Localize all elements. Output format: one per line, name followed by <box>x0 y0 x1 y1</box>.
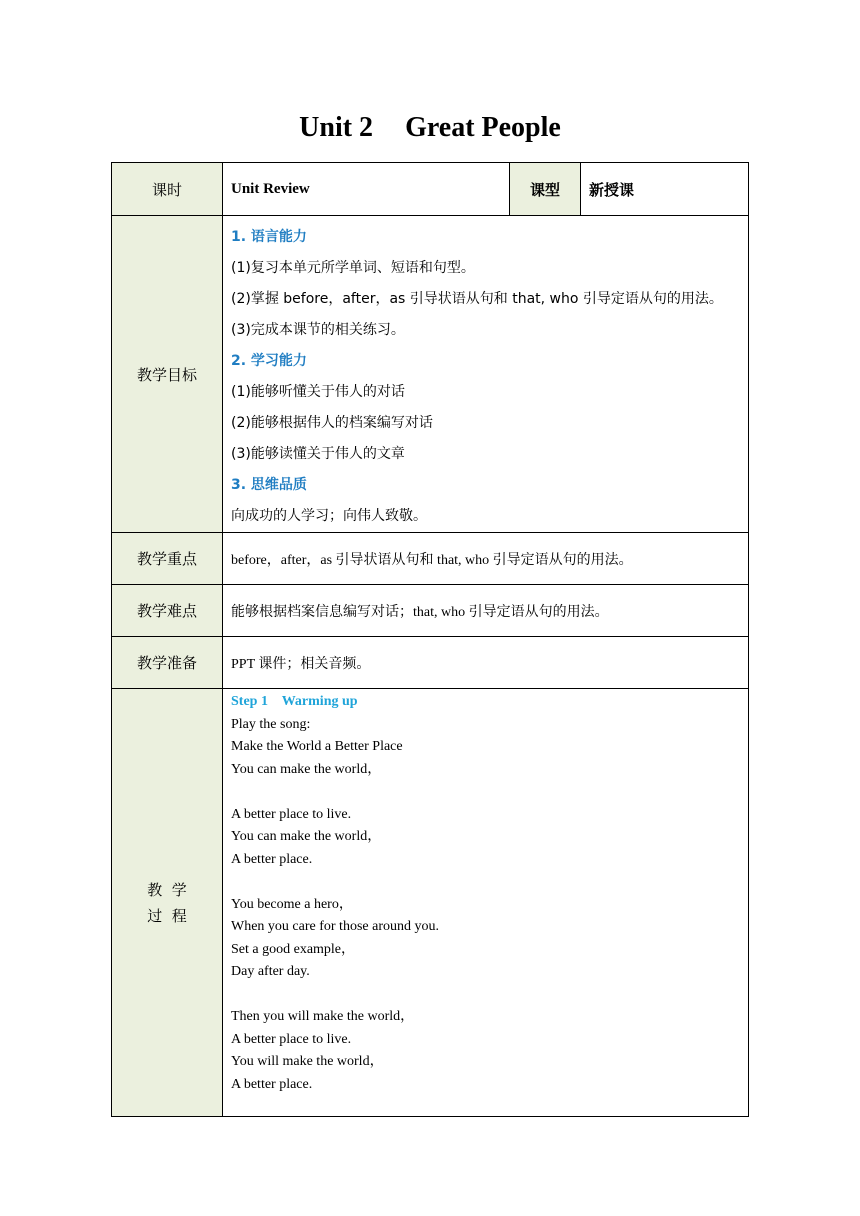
process-line: You become a hero， <box>231 896 353 912</box>
lesson-value: Unit Review <box>223 163 510 216</box>
row-lesson <box>112 163 749 216</box>
goal-item: (1)能够听懂关于伟人的对话 <box>231 384 405 400</box>
process-line: Set a good example， <box>231 941 356 957</box>
goal-heading: 1. 语言能力 <box>231 229 307 245</box>
key-points-value: before，after，as 引导状语从句和 that, who 引导定语从句的用法。 <box>223 533 749 585</box>
process-line: Day after day. <box>231 964 310 979</box>
process-line <box>231 984 748 1007</box>
row-process <box>112 689 749 1117</box>
row-goals <box>112 216 749 533</box>
lesson-plan-table <box>111 162 749 1117</box>
process-line: You can make the world， <box>231 829 382 844</box>
lesson-label: 课时 <box>112 163 223 216</box>
row-preparation <box>112 637 749 689</box>
process-line: A better place. <box>231 851 313 867</box>
goals-label: 教学目标 <box>112 216 223 533</box>
process-line: A better place to live. <box>231 806 352 822</box>
process-line: You will make the world， <box>231 1054 384 1069</box>
process-line <box>231 871 748 894</box>
process-line: A better place to live. <box>231 1031 352 1047</box>
process-line: You can make the world， <box>231 761 382 777</box>
difficulties-label: 教学难点 <box>112 585 223 637</box>
goal-item: 向成功的人学习；向伟人致敬。 <box>231 508 427 524</box>
process-line: Play the song: <box>231 716 311 732</box>
document-title <box>0 110 860 146</box>
process-content <box>223 689 749 1117</box>
process-label-line2: 过 程 <box>147 906 187 925</box>
goal-item: (2)能够根据伟人的档案编写对话 <box>231 415 433 431</box>
title-unit: Unit 2 <box>299 112 374 143</box>
step-title: Step 1 Warming up <box>231 694 358 709</box>
goal-heading: 2. 学习能力 <box>231 353 307 369</box>
process-line: Then you will make the world， <box>231 1009 415 1024</box>
row-difficulties <box>112 585 749 637</box>
type-label: 课型 <box>510 163 581 216</box>
process-line: When you care for those around you. <box>231 919 439 934</box>
goal-item: (2)掌握 before，after，as 引导状语从句和 that, who 引导定语从句的用法。 <box>231 291 723 307</box>
title-topic: Great People <box>405 112 561 143</box>
preparation-label: 教学准备 <box>112 637 223 689</box>
goals-content <box>223 216 749 533</box>
type-value: 新授课 <box>581 163 749 216</box>
process-label <box>112 689 223 1117</box>
preparation-value: PPT 课件；相关音频。 <box>223 637 749 689</box>
difficulties-value: 能够根据档案信息编写对话；that, who 引导定语从句的用法。 <box>223 585 749 637</box>
row-key-points <box>112 533 749 585</box>
goal-item: (3)完成本课节的相关练习。 <box>231 322 405 338</box>
process-line: A better place. <box>231 1076 313 1092</box>
goal-heading: 3. 思维品质 <box>231 477 307 493</box>
process-line <box>231 781 748 804</box>
process-line: Make the World a Better Place <box>231 739 403 754</box>
process-label-line1: 教 学 <box>147 880 187 899</box>
goal-item: (1)复习本单元所学单词、短语和句型。 <box>231 260 475 276</box>
key-points-label: 教学重点 <box>112 533 223 585</box>
goal-item: (3)能够读懂关于伟人的文章 <box>231 446 405 462</box>
